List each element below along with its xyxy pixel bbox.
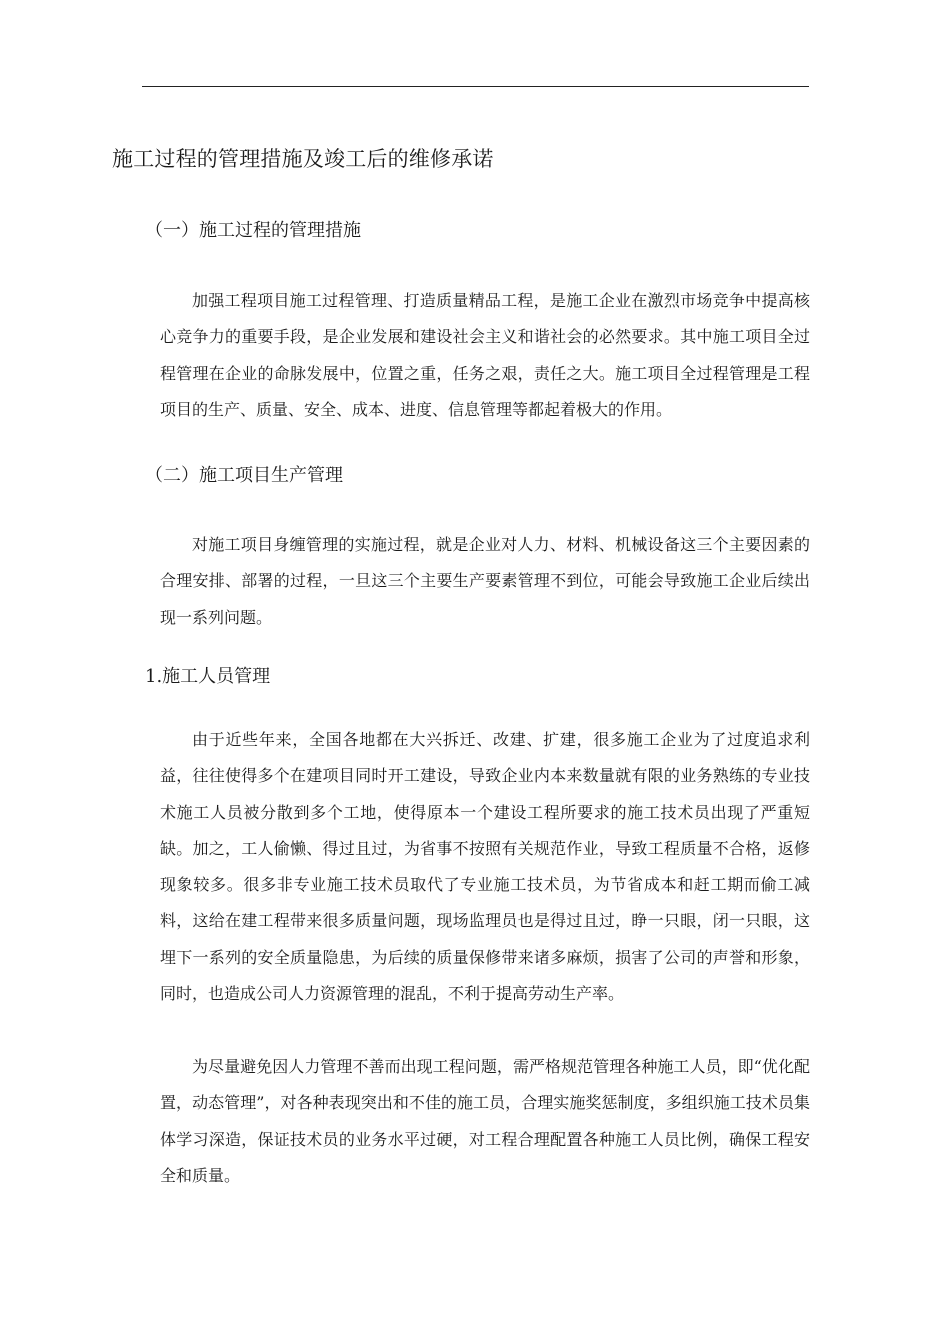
- section-heading-1: （一）施工过程的管理措施: [145, 220, 361, 241]
- subsection-heading: 1.施工人员管理: [145, 666, 271, 687]
- section-heading-2: （二）施工项目生产管理: [145, 465, 343, 486]
- document-title: 施工过程的管理措施及竣工后的维修承诺: [112, 147, 494, 171]
- section-1-paragraph: 加强工程项目施工过程管理、打造质量精品工程，是施工企业在激烈市场竞争中提高核心竞争力的重要手段，是企业发展和建设社会主义和谐社会的必然要求。其中施工项目全过程管理在企业的命脉发展中，位置之重，任务之艰，责任之大。施工项目全过程管理是工程项目的生产、质量、安全、成本、进度、信息管理等都起着极大的作用。: [160, 291, 810, 419]
- header-rule: [142, 86, 809, 87]
- subsection-paragraph-2: 为尽量避免因人力管理不善而出现工程问题，需严格规范管理各种施工人员，即“优化配置，动态管理”，对各种表现突出和不佳的施工员，合理实施奖惩制度，多组织施工技术员集体学习深造，保证技术员的业务水平过硬，对工程合理配置各种施工人员比例，确保工程安全和质量。: [160, 1057, 810, 1185]
- section-2-paragraph: 对施工项目身缠管理的实施过程，就是企业对人力、材料、机械设备这三个主要因素的合理安排、部署的过程，一旦这三个主要生产要素管理不到位，可能会导致施工企业后续出现一系列问题。: [160, 535, 810, 627]
- subsection-paragraph-1: 由于近些年来，全国各地都在大兴拆迁、改建、扩建，很多施工企业为了过度追求利益，往往使得多个在建项目同时开工建设，导致企业内本来数量就有限的业务熟练的专业技术施工人员被分散到多个工地，使得原本一个建设工程所要求的施工技术员出现了严重短缺。加之，工人偷懒、得过且过，为省事不按照有关规范作业，导致工程质量不合格，返修现象较多。很多非专业施工技术员取代了专业施工技术员，为节省成本和赶工期而偷工减料，这给在建工程带来很多质量问题，现场监理员也是得过且过，睁一只眼，闭一只眼，这埋下一系列的安全质量隐患，为后续的质量保修带来诸多麻烦，损害了公司的声誉和形象，同时，也造成公司人力资源管理的混乱，不利于提高劳动生产率。: [160, 730, 810, 1004]
